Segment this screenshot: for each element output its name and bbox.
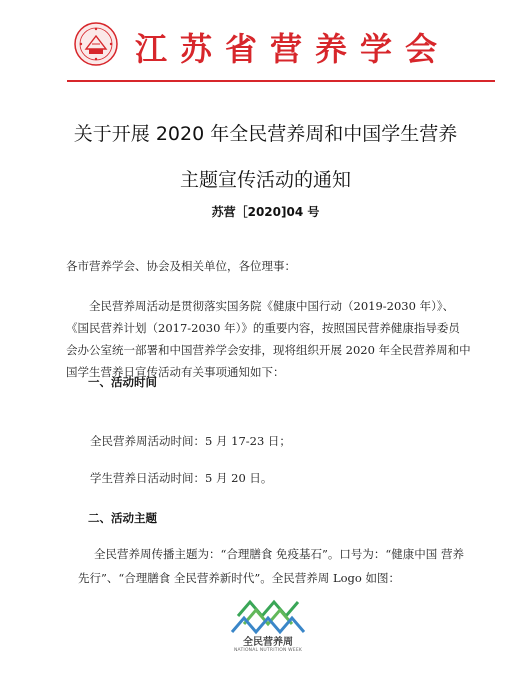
letterhead-divider xyxy=(67,80,495,82)
organization-name: 江苏省营养学会 xyxy=(135,30,451,68)
intro-paragraph: 全民营养周活动是贯彻落实国务院《健康中国行动（2019-2030 年）》、《国民营养计划（2017-2030 年）》的重要内容，按照国民营养健康指导委员会办公室统一部署和中国营养学会安排，现将组织开展 2020 年全民营养周和中国学生营养日宣传活动有关事项通知如下： xyxy=(66,299,471,379)
logo-subtitle: NATIONAL NUTRITION WEEK xyxy=(233,648,303,653)
section-heading-time: 一、活动时间 xyxy=(88,375,157,389)
salutation: 各市营养学会、协会及相关单位，各位理事： xyxy=(66,259,296,273)
logo-name: 全民营养周 xyxy=(243,637,293,648)
nutrition-week-dates: 全民营养周活动时间：5 月 17-23 日； xyxy=(90,434,291,448)
section-heading-theme: 二、活动主题 xyxy=(88,511,157,525)
document-title-line1: 关于开展 2020 年全民营养周和中国学生营养 xyxy=(73,123,458,145)
student-nutrition-day-date: 学生营养日活动时间：5 月 20 日。 xyxy=(90,471,273,485)
document-number: 苏营［2020]04 号 xyxy=(211,205,320,219)
theme-paragraph: 全民营养周传播主题为：“合理膳食 免疫基石”。口号为：“健康中国 营养先行”、“合理膳食 全民营养新时代”。全民营养周 Logo 如图： xyxy=(78,547,464,585)
document-title-line2: 主题宣传活动的通知 xyxy=(179,169,351,191)
society-seal-icon xyxy=(74,22,118,66)
letterhead xyxy=(0,0,531,90)
